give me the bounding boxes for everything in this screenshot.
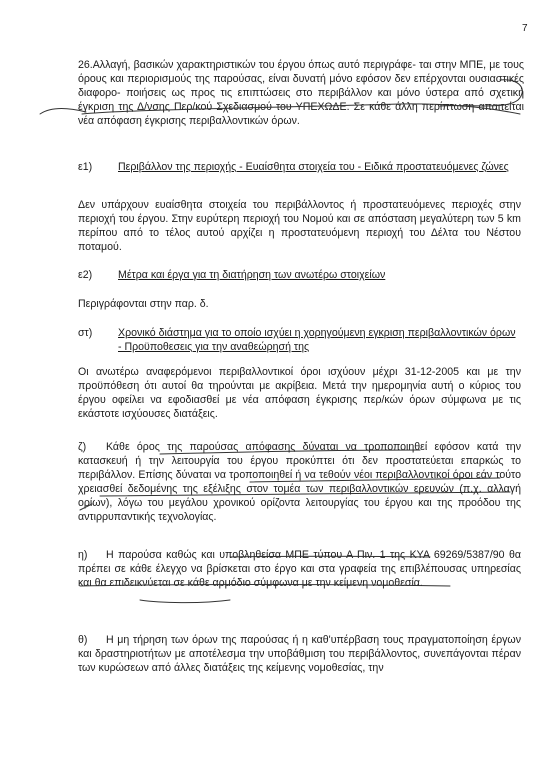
pen-underline-5 [230, 556, 430, 557]
pen-underline-1 [82, 104, 520, 114]
pen-underline-4 [100, 492, 510, 496]
section-e1-title: Περιβάλλον της περιοχής - Ευαίσθητα στοιχεία του - Ειδικά προστατευόμενες ζώνες [118, 161, 509, 173]
section-e2-number: ε2) [78, 269, 93, 281]
section-z-number: ζ) [78, 441, 87, 453]
section-e1-number: ε1) [78, 161, 93, 173]
section-st-number: στ) [78, 327, 93, 339]
section-e1-text: Δεν υπάρχουν ευαίσθητα στοιχεία του περιβάλλοντος ή προστατευόμενες περιοχές στην περιοχή του έργου. Στην ευρύτερη περιοχή του Νομού και σε απόσταση μεγαλύτερη των 5 km περίπου από το τέλος αυτού αρχίζει η προστατευόμενη περιοχή του Δέλτα του Νέστου ποταμού. [78, 199, 521, 253]
pen-curve-2 [40, 109, 86, 115]
pen-underline-3 [250, 478, 500, 482]
pen-underline-6 [80, 585, 450, 587]
pen-underline-2 [160, 450, 420, 454]
section-eta-number: η) [78, 549, 88, 561]
section-e2-title: Μέτρα και έργα για τη διατήρηση των ανωτέρω στοιχείων [118, 269, 386, 281]
section-z-text: Κάθε όρος της παρούσας απόφασης δύναται να τροποποιηθεί εφόσον κατά την κατασκευή ή την λειτουργία του έργου προκύπτει ότι δεν προστατεύεται επαρκώς το περιβάλλον. Επίσης δύναται να τροποποιηθεί ή να τεθούν νέοι περιβαλλοντικοί όροι εάν τούτο χρειασθεί δεδομένης της εξέλιξης στον τομέα των περιβαλλοντικών ερευνών (π.χ. αλλαγή ορίων), λόγω του μεγάλου χρονικού ορίζοντα λειτουργίας του έργου και της προόδου της αντιρρυπαντικής τεχνολογίας. [78, 441, 521, 523]
paragraph-26-number: 26. [78, 59, 93, 71]
section-theta-text: Η μη τήρηση των όρων της παρούσας ή η καθ'υπέρβαση τους πραγματοποίηση έργων και δραστηριοτήτων με αποτέλεσμα την υποβάθμιση του περιβάλλοντος, συνεπάγονται πέραν των κυρώσεων από άλλες διατάξεις της κείμενης νομοθεσίας, την [78, 634, 521, 674]
section-st-title: Χρονικό διάστημα για το οποίο ισχύει η χορηγούμενη εγκριση περιβαλλοντικών όρων - Προϋποθεσεις για την αναθεώρησή της [118, 327, 516, 353]
pen-underline-7 [140, 600, 230, 603]
section-e2-text: Περιγράφονται στην παρ. δ. [78, 298, 209, 310]
paragraph-26-text: Αλλαγή, βασικών χαρακτηριστικών του έργου όπως αυτό περιγράφε- ται στην ΜΠΕ, με τους όρους και περιορισμούς της παρούσας, είναι δυνατή μόνο εφόσον δεν επέρχονται ουσιαστικές διαφορο- ποιήσεις ως προς τις επιπτώσεις στο περιβάλλον και μόνο ύστερα από σχετική έγκριση της Δ/νσης Περ/κού Σχεδιασμού του ΥΠΕΧΩΔΕ. Σε κάθε άλλη περίπτωση απαιτείται νέα απόφαση έγκρισης περιβαλλοντικών όρων. [78, 59, 524, 127]
section-theta-number: θ) [78, 634, 88, 646]
pen-tick-1 [80, 504, 92, 510]
section-eta-text: Η παρούσα καθώς και υποβληθείσα ΜΠΕ τύπου Α Πιν. 1 της ΚΥΑ 69269/5387/90 θα πρέπει σε κάθε έλεγχο να βρίσκεται στο έργο και στα γραφεία της επιβλέπουσας υπηρεσίας και θα επιδεικνύεται σε κάθε αρμόδιο σύμφωνα με την κείμενη νομοθεσία. [78, 549, 521, 589]
pen-curve-1 [440, 80, 522, 106]
section-st-text: Οι ανωτέρω αναφερόμενοι περιβαλλοντικοί όροι ισχύουν μέχρι 31-12-2005 και με την προϋπόθεση ότι αυτοί θα τηρούνται με ακρίβεια. Μετά την ημερομηνία αυτή ο κύριος του έργου οφείλει να εφοδιασθεί με νέα απόφαση έγκρισης περ/κών όρων σύμφωνα με τις εκάστοτε ισχύουσες διατάξεις. [78, 366, 521, 420]
page-number: 7 [522, 23, 528, 34]
